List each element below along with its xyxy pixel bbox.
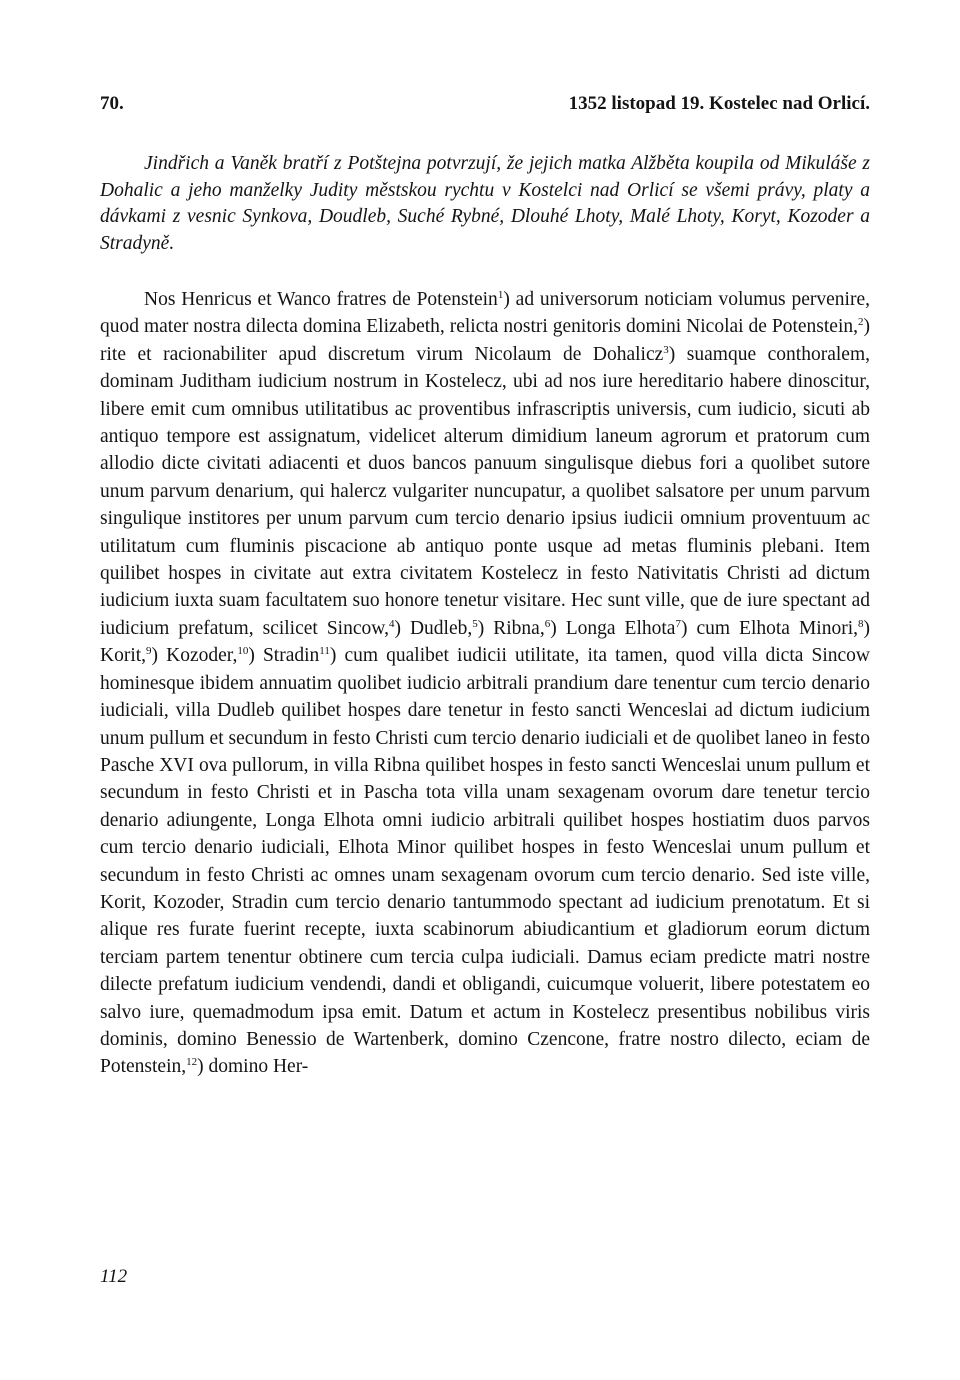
text-segment: ) Ribna,	[477, 617, 545, 639]
document-date-place: 1352 listopad 19. Kostelec nad Orlicí.	[568, 93, 870, 114]
footnote-ref: 8	[858, 617, 864, 630]
text-segment: ) Kozoder,	[151, 645, 238, 667]
footnote-ref: 2	[858, 316, 864, 329]
text-segment: ) rite et racionabiliter apud discretum virum Nicolaum de Dohalicz	[100, 316, 870, 365]
charter-text	[100, 286, 870, 1081]
footnote-ref: 5	[472, 617, 478, 630]
text-segment: ) Korit,	[100, 617, 870, 667]
page-number: 112	[100, 1266, 128, 1287]
footnote-ref: 6	[544, 617, 551, 630]
text-segment: ) Longa Elhota	[550, 617, 676, 639]
footnote-ref: 10	[237, 645, 249, 658]
text-segment: ) cum qualibet iudicii utilitate, ita tamen, quod villa dicta Sincow hominesque ibidem annuatim quolibet iudicio arbitrali prandium dare tenentur cum tercio denario iudiciali, villa Dudleb quilibet hospes dare tenetur in festo sancti Wenceslai ad dictum iudicium unum pullum et secundum in festo Christi cum tercio denario iudiciali et de quolibet laneo in festo Pasche XVI ova pullorum, in villa Ribna quilibet hospes in festo sancti Wenceslai unum pullum et secundum in festo Christi et in Pascha tota villa unam sexagenam ovorum dare tenetur tercio denario adiungente, Longa Elhota omni iudicio arbitrali quilibet hospes hostiatim duos parvos cum tercio denario iudiciali, Elhota Minor quilibet hospes in festo Wenceslai unum pullum et secundum in festo Christi ac omnes unam sexagenam ovorum cum tercio denario. Sed iste ville, Korit, Kozoder, Stradin cum tercio denario tantummodo spectant ad iudicium prenotatum. Et si alique res furate fuerint recepte, iuxta scabinorum abiudicantium et gladiorum eorum dictum terciam partem tenentur obtinere cum tercia culpa iudiciali. Damus eciam predicte matri nostre dilecte prefatum iudicium vendendi, dandi et obligandi, cuicumque voluerit, libere potestatem eo salvo iure, quemadmodum ipsa emit. Datum et actum in Kostelecz presentibus nobilibus viris dominis, domino Benessio de Wartenberk, domino Czencone, fratre nostro dilecto, eciam de Potenstein,	[100, 645, 871, 1078]
page-header	[100, 92, 870, 116]
regest-summary: Jindřich a Vaněk bratří z Potštejna potvrzují, že jejich matka Alžběta koupila od Mikuláše z Dohalic a jeho manželky Judity městskou rychtu v Kostelci nad Orlicí se všemi právy, platy a dávkami z vesnic Synkova, Doudleb, Suché Rybné, Dlouhé Lhoty, Malé Lhoty, Koryt, Kozoder a Stradyně.	[100, 153, 870, 254]
text-segment: ) domino Her-	[197, 1056, 309, 1078]
text-segment: ) Stradin	[248, 645, 320, 667]
footnote-ref: 7	[675, 617, 681, 630]
footnote-ref: 4	[388, 617, 395, 630]
text-segment: ) suamque conthoralem, dominam Juditham iudicium nostrum in Kostelecz, ubi ad nos iure hereditario habere dinoscitur, libere emit cum omnibus utilitatibus ac proventibus infrascriptis universis, cum iudicio, sicuti ab antiquo tempore est assignatum, videlicet alterum dimidium laneum agrorum et pratorum cum allodio dicte civitati adiacenti et duos bancos panuum singulisque diebus fori a quolibet sutore unum parvum denarium, qui halercz vulgariter nuncupatur, a quolibet salsatore per unum parvum singulique institores per unum parvum cum tercio denario ipsius iudicii omnium proventuum ac utilitatum cum fluminis piscacione ab antiquo ponte usque ad metas fluminis plebani. Item quilibet hospes in civitate aut extra civitatem Kostelecz in festo Nativitatis Christi ad dictum iudicium iuxta suam facultatem suo honore tenetur visitare. Hec sunt ville, que de iure spectant ad iudicium prefatum, scilicet Sincow,	[100, 343, 870, 639]
text-segment: ) cum Elhota Minori,	[680, 617, 858, 639]
footnote-ref: 1	[497, 289, 504, 301]
text-segment: ) Dudleb,	[394, 617, 473, 639]
text-segment: Nos Henricus et Wanco fratres de Potenstein	[144, 289, 498, 310]
footnote-ref: 12	[186, 1056, 198, 1069]
footnote-ref: 11	[319, 645, 330, 658]
document-number: 70.	[100, 93, 124, 114]
text-segment: ) ad universorum noticiam volumus pervenire, quod mater nostra dilecta domina Elizabeth, relicta nostri genitoris domini Nicolai de Potenstein,	[100, 289, 870, 338]
footnote-ref: 9	[146, 645, 152, 658]
footnote-ref: 3	[663, 343, 669, 356]
